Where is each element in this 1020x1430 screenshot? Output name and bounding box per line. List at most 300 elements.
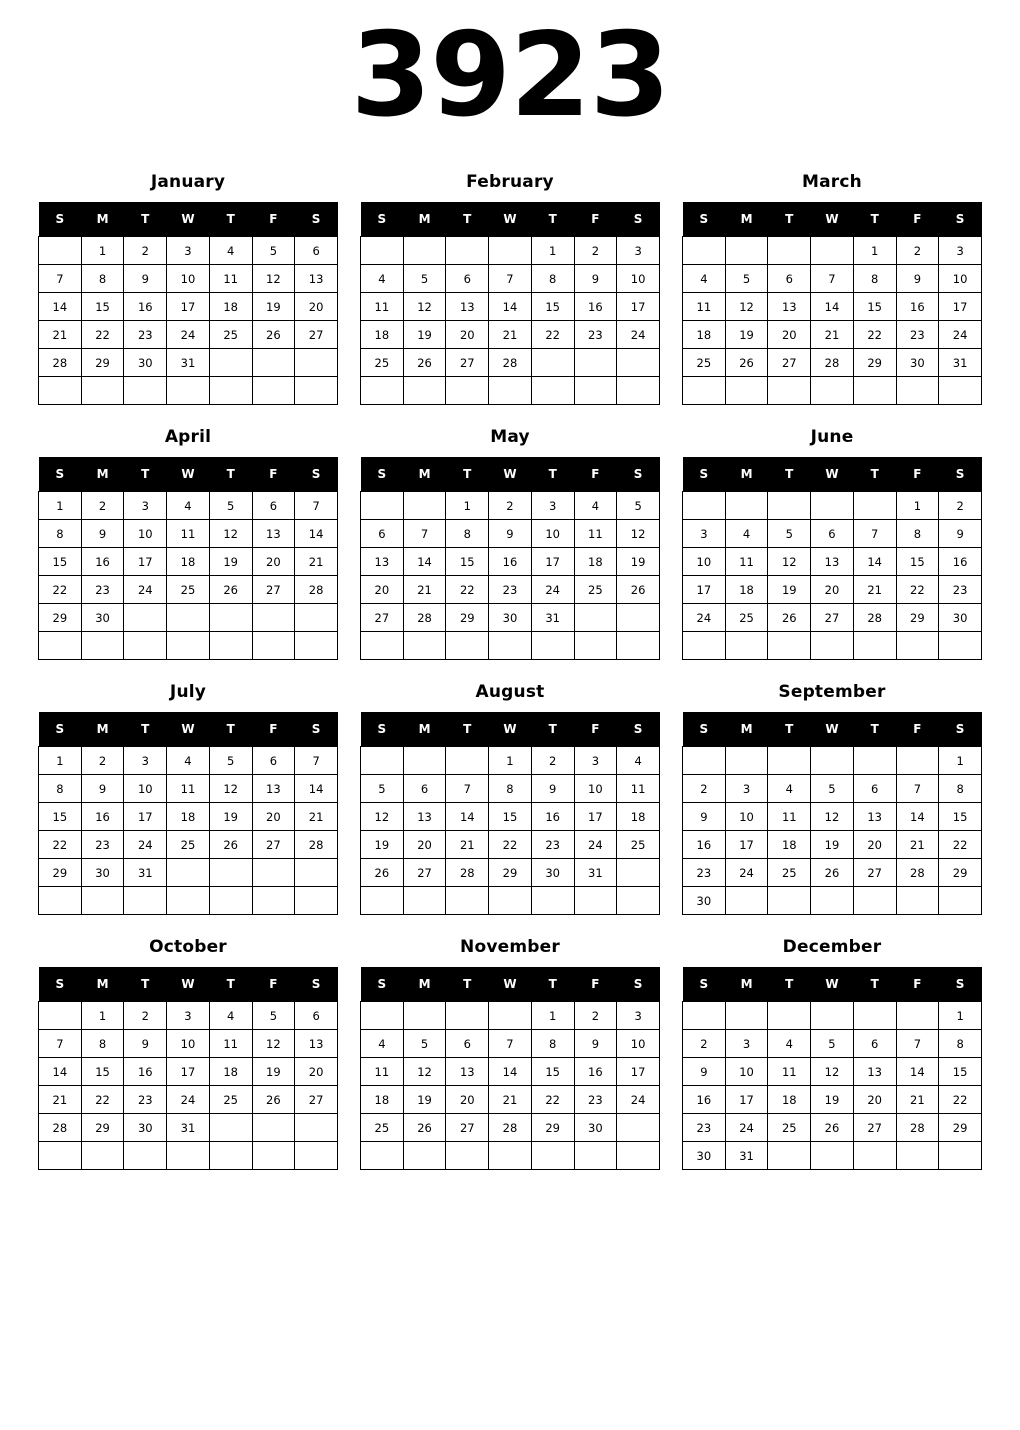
day-cell[interactable]: 29 — [39, 604, 82, 632]
day-cell[interactable]: 25 — [617, 831, 660, 859]
day-cell[interactable]: 4 — [725, 520, 768, 548]
day-cell[interactable]: 24 — [617, 321, 660, 349]
day-cell[interactable]: 29 — [896, 604, 939, 632]
day-cell[interactable]: 2 — [896, 237, 939, 265]
day-cell[interactable]: 15 — [446, 548, 489, 576]
day-cell[interactable]: 26 — [617, 576, 660, 604]
day-cell[interactable]: 19 — [811, 831, 854, 859]
day-cell[interactable]: 12 — [209, 775, 252, 803]
day-cell[interactable]: 23 — [81, 576, 124, 604]
day-cell[interactable]: 22 — [939, 1086, 982, 1114]
day-cell[interactable]: 25 — [209, 1086, 252, 1114]
day-cell[interactable]: 31 — [167, 1114, 210, 1142]
day-cell[interactable]: 22 — [81, 1086, 124, 1114]
day-cell[interactable]: 8 — [939, 1030, 982, 1058]
day-cell[interactable]: 5 — [361, 775, 404, 803]
day-cell[interactable]: 10 — [725, 1058, 768, 1086]
day-cell[interactable]: 15 — [531, 1058, 574, 1086]
day-cell[interactable]: 13 — [361, 548, 404, 576]
day-cell[interactable]: 5 — [768, 520, 811, 548]
day-cell[interactable]: 17 — [124, 548, 167, 576]
day-cell[interactable]: 1 — [939, 747, 982, 775]
day-cell[interactable]: 21 — [896, 1086, 939, 1114]
day-cell[interactable]: 17 — [725, 831, 768, 859]
day-cell[interactable]: 7 — [489, 1030, 532, 1058]
day-cell[interactable]: 15 — [81, 293, 124, 321]
day-cell[interactable]: 3 — [167, 1002, 210, 1030]
day-cell[interactable]: 13 — [446, 293, 489, 321]
day-cell[interactable]: 6 — [295, 1002, 338, 1030]
day-cell[interactable]: 19 — [617, 548, 660, 576]
day-cell[interactable]: 23 — [124, 1086, 167, 1114]
day-cell[interactable]: 30 — [81, 859, 124, 887]
day-cell[interactable]: 4 — [617, 747, 660, 775]
day-cell[interactable]: 17 — [617, 293, 660, 321]
day-cell[interactable]: 13 — [446, 1058, 489, 1086]
day-cell[interactable]: 17 — [574, 803, 617, 831]
day-cell[interactable]: 31 — [725, 1142, 768, 1170]
day-cell[interactable]: 17 — [683, 576, 726, 604]
day-cell[interactable]: 5 — [252, 237, 295, 265]
day-cell[interactable]: 28 — [811, 349, 854, 377]
day-cell[interactable]: 17 — [531, 548, 574, 576]
day-cell[interactable]: 25 — [725, 604, 768, 632]
day-cell[interactable]: 9 — [489, 520, 532, 548]
day-cell[interactable]: 25 — [209, 321, 252, 349]
day-cell[interactable]: 25 — [574, 576, 617, 604]
day-cell[interactable]: 30 — [489, 604, 532, 632]
day-cell[interactable]: 22 — [939, 831, 982, 859]
day-cell[interactable]: 3 — [124, 747, 167, 775]
day-cell[interactable]: 10 — [683, 548, 726, 576]
day-cell[interactable]: 2 — [683, 775, 726, 803]
day-cell[interactable]: 9 — [574, 1030, 617, 1058]
day-cell[interactable]: 7 — [811, 265, 854, 293]
day-cell[interactable]: 7 — [446, 775, 489, 803]
day-cell[interactable]: 21 — [295, 803, 338, 831]
day-cell[interactable]: 29 — [939, 859, 982, 887]
day-cell[interactable]: 20 — [252, 803, 295, 831]
day-cell[interactable]: 11 — [574, 520, 617, 548]
day-cell[interactable]: 14 — [489, 1058, 532, 1086]
day-cell[interactable]: 21 — [39, 321, 82, 349]
day-cell[interactable]: 30 — [124, 1114, 167, 1142]
day-cell[interactable]: 28 — [39, 1114, 82, 1142]
day-cell[interactable]: 12 — [617, 520, 660, 548]
day-cell[interactable]: 23 — [531, 831, 574, 859]
day-cell[interactable]: 22 — [531, 1086, 574, 1114]
day-cell[interactable]: 18 — [209, 293, 252, 321]
day-cell[interactable]: 14 — [896, 803, 939, 831]
day-cell[interactable]: 16 — [683, 1086, 726, 1114]
day-cell[interactable]: 6 — [252, 492, 295, 520]
day-cell[interactable]: 22 — [853, 321, 896, 349]
day-cell[interactable]: 18 — [617, 803, 660, 831]
day-cell[interactable]: 27 — [295, 321, 338, 349]
day-cell[interactable]: 3 — [617, 237, 660, 265]
day-cell[interactable]: 9 — [896, 265, 939, 293]
day-cell[interactable]: 27 — [446, 349, 489, 377]
day-cell[interactable]: 27 — [361, 604, 404, 632]
day-cell[interactable]: 9 — [683, 803, 726, 831]
day-cell[interactable]: 9 — [124, 1030, 167, 1058]
day-cell[interactable]: 20 — [811, 576, 854, 604]
day-cell[interactable]: 16 — [81, 548, 124, 576]
day-cell[interactable]: 7 — [853, 520, 896, 548]
day-cell[interactable]: 13 — [768, 293, 811, 321]
day-cell[interactable]: 18 — [725, 576, 768, 604]
day-cell[interactable]: 20 — [853, 1086, 896, 1114]
day-cell[interactable]: 17 — [939, 293, 982, 321]
day-cell[interactable]: 16 — [574, 293, 617, 321]
day-cell[interactable]: 25 — [361, 1114, 404, 1142]
day-cell[interactable]: 20 — [768, 321, 811, 349]
day-cell[interactable]: 8 — [39, 775, 82, 803]
day-cell[interactable]: 29 — [81, 349, 124, 377]
day-cell[interactable]: 10 — [124, 520, 167, 548]
day-cell[interactable]: 15 — [939, 803, 982, 831]
day-cell[interactable]: 30 — [683, 1142, 726, 1170]
day-cell[interactable]: 31 — [574, 859, 617, 887]
day-cell[interactable]: 9 — [574, 265, 617, 293]
day-cell[interactable]: 20 — [446, 1086, 489, 1114]
day-cell[interactable]: 28 — [403, 604, 446, 632]
day-cell[interactable]: 3 — [124, 492, 167, 520]
day-cell[interactable]: 1 — [531, 1002, 574, 1030]
day-cell[interactable]: 4 — [574, 492, 617, 520]
day-cell[interactable]: 9 — [124, 265, 167, 293]
day-cell[interactable]: 18 — [361, 1086, 404, 1114]
day-cell[interactable]: 2 — [124, 237, 167, 265]
day-cell[interactable]: 16 — [489, 548, 532, 576]
day-cell[interactable]: 30 — [81, 604, 124, 632]
day-cell[interactable]: 3 — [531, 492, 574, 520]
day-cell[interactable]: 31 — [939, 349, 982, 377]
day-cell[interactable]: 2 — [683, 1030, 726, 1058]
day-cell[interactable]: 10 — [531, 520, 574, 548]
day-cell[interactable]: 10 — [939, 265, 982, 293]
day-cell[interactable]: 23 — [81, 831, 124, 859]
day-cell[interactable]: 27 — [768, 349, 811, 377]
day-cell[interactable]: 13 — [252, 775, 295, 803]
day-cell[interactable]: 16 — [574, 1058, 617, 1086]
day-cell[interactable]: 18 — [768, 831, 811, 859]
day-cell[interactable]: 9 — [81, 775, 124, 803]
day-cell[interactable]: 1 — [489, 747, 532, 775]
day-cell[interactable]: 19 — [403, 1086, 446, 1114]
day-cell[interactable]: 11 — [768, 803, 811, 831]
day-cell[interactable]: 16 — [81, 803, 124, 831]
day-cell[interactable]: 1 — [39, 747, 82, 775]
day-cell[interactable]: 14 — [403, 548, 446, 576]
day-cell[interactable]: 12 — [811, 1058, 854, 1086]
day-cell[interactable]: 28 — [295, 576, 338, 604]
day-cell[interactable]: 19 — [209, 803, 252, 831]
day-cell[interactable]: 4 — [209, 237, 252, 265]
day-cell[interactable]: 14 — [489, 293, 532, 321]
day-cell[interactable]: 1 — [896, 492, 939, 520]
day-cell[interactable]: 2 — [81, 492, 124, 520]
day-cell[interactable]: 15 — [81, 1058, 124, 1086]
day-cell[interactable]: 18 — [768, 1086, 811, 1114]
day-cell[interactable]: 10 — [167, 265, 210, 293]
day-cell[interactable]: 30 — [683, 887, 726, 915]
day-cell[interactable]: 28 — [489, 349, 532, 377]
day-cell[interactable]: 19 — [209, 548, 252, 576]
day-cell[interactable]: 27 — [403, 859, 446, 887]
day-cell[interactable]: 9 — [683, 1058, 726, 1086]
day-cell[interactable]: 24 — [574, 831, 617, 859]
day-cell[interactable]: 2 — [531, 747, 574, 775]
day-cell[interactable]: 6 — [768, 265, 811, 293]
day-cell[interactable]: 16 — [939, 548, 982, 576]
day-cell[interactable]: 10 — [725, 803, 768, 831]
day-cell[interactable]: 8 — [896, 520, 939, 548]
day-cell[interactable]: 9 — [531, 775, 574, 803]
day-cell[interactable]: 22 — [39, 576, 82, 604]
day-cell[interactable]: 17 — [167, 1058, 210, 1086]
day-cell[interactable]: 22 — [531, 321, 574, 349]
day-cell[interactable]: 12 — [252, 1030, 295, 1058]
day-cell[interactable]: 24 — [531, 576, 574, 604]
day-cell[interactable]: 20 — [361, 576, 404, 604]
day-cell[interactable]: 6 — [252, 747, 295, 775]
day-cell[interactable]: 16 — [531, 803, 574, 831]
day-cell[interactable]: 27 — [252, 831, 295, 859]
day-cell[interactable]: 4 — [683, 265, 726, 293]
day-cell[interactable]: 30 — [896, 349, 939, 377]
day-cell[interactable]: 2 — [939, 492, 982, 520]
day-cell[interactable]: 13 — [295, 265, 338, 293]
day-cell[interactable]: 21 — [446, 831, 489, 859]
day-cell[interactable]: 13 — [403, 803, 446, 831]
day-cell[interactable]: 26 — [361, 859, 404, 887]
day-cell[interactable]: 5 — [209, 747, 252, 775]
day-cell[interactable]: 21 — [489, 321, 532, 349]
day-cell[interactable]: 14 — [853, 548, 896, 576]
day-cell[interactable]: 19 — [403, 321, 446, 349]
day-cell[interactable]: 4 — [167, 747, 210, 775]
day-cell[interactable]: 18 — [683, 321, 726, 349]
day-cell[interactable]: 24 — [939, 321, 982, 349]
day-cell[interactable]: 27 — [853, 859, 896, 887]
day-cell[interactable]: 16 — [896, 293, 939, 321]
day-cell[interactable]: 28 — [489, 1114, 532, 1142]
day-cell[interactable]: 1 — [39, 492, 82, 520]
day-cell[interactable]: 15 — [39, 803, 82, 831]
day-cell[interactable]: 3 — [725, 775, 768, 803]
day-cell[interactable]: 1 — [939, 1002, 982, 1030]
day-cell[interactable]: 22 — [896, 576, 939, 604]
day-cell[interactable]: 25 — [683, 349, 726, 377]
day-cell[interactable]: 30 — [124, 349, 167, 377]
day-cell[interactable]: 13 — [252, 520, 295, 548]
day-cell[interactable]: 11 — [683, 293, 726, 321]
day-cell[interactable]: 4 — [167, 492, 210, 520]
day-cell[interactable]: 23 — [124, 321, 167, 349]
day-cell[interactable]: 2 — [574, 1002, 617, 1030]
day-cell[interactable]: 30 — [939, 604, 982, 632]
day-cell[interactable]: 8 — [939, 775, 982, 803]
day-cell[interactable]: 12 — [252, 265, 295, 293]
day-cell[interactable]: 3 — [725, 1030, 768, 1058]
day-cell[interactable]: 26 — [252, 321, 295, 349]
day-cell[interactable]: 21 — [39, 1086, 82, 1114]
day-cell[interactable]: 5 — [725, 265, 768, 293]
day-cell[interactable]: 26 — [209, 831, 252, 859]
day-cell[interactable]: 28 — [896, 859, 939, 887]
day-cell[interactable]: 12 — [361, 803, 404, 831]
day-cell[interactable]: 17 — [617, 1058, 660, 1086]
day-cell[interactable]: 18 — [209, 1058, 252, 1086]
day-cell[interactable]: 4 — [361, 1030, 404, 1058]
day-cell[interactable]: 2 — [574, 237, 617, 265]
day-cell[interactable]: 7 — [489, 265, 532, 293]
day-cell[interactable]: 29 — [39, 859, 82, 887]
day-cell[interactable]: 1 — [81, 237, 124, 265]
day-cell[interactable]: 29 — [489, 859, 532, 887]
day-cell[interactable]: 24 — [617, 1086, 660, 1114]
day-cell[interactable]: 24 — [725, 1114, 768, 1142]
day-cell[interactable]: 20 — [252, 548, 295, 576]
day-cell[interactable]: 14 — [295, 775, 338, 803]
day-cell[interactable]: 6 — [361, 520, 404, 548]
day-cell[interactable]: 30 — [531, 859, 574, 887]
day-cell[interactable]: 6 — [446, 265, 489, 293]
day-cell[interactable]: 19 — [252, 293, 295, 321]
day-cell[interactable]: 15 — [531, 293, 574, 321]
day-cell[interactable]: 20 — [295, 293, 338, 321]
day-cell[interactable]: 27 — [252, 576, 295, 604]
day-cell[interactable]: 6 — [403, 775, 446, 803]
day-cell[interactable]: 26 — [403, 1114, 446, 1142]
day-cell[interactable]: 14 — [446, 803, 489, 831]
day-cell[interactable]: 25 — [768, 859, 811, 887]
day-cell[interactable]: 16 — [683, 831, 726, 859]
day-cell[interactable]: 12 — [403, 1058, 446, 1086]
day-cell[interactable]: 25 — [167, 831, 210, 859]
day-cell[interactable]: 28 — [896, 1114, 939, 1142]
day-cell[interactable]: 17 — [124, 803, 167, 831]
day-cell[interactable]: 14 — [39, 1058, 82, 1086]
day-cell[interactable]: 20 — [853, 831, 896, 859]
day-cell[interactable]: 4 — [768, 1030, 811, 1058]
day-cell[interactable]: 5 — [617, 492, 660, 520]
day-cell[interactable]: 11 — [617, 775, 660, 803]
day-cell[interactable]: 29 — [853, 349, 896, 377]
day-cell[interactable]: 11 — [209, 265, 252, 293]
day-cell[interactable]: 19 — [768, 576, 811, 604]
day-cell[interactable]: 7 — [403, 520, 446, 548]
day-cell[interactable]: 3 — [939, 237, 982, 265]
day-cell[interactable]: 11 — [725, 548, 768, 576]
day-cell[interactable]: 8 — [39, 520, 82, 548]
day-cell[interactable]: 12 — [768, 548, 811, 576]
day-cell[interactable]: 7 — [39, 1030, 82, 1058]
day-cell[interactable]: 23 — [574, 321, 617, 349]
day-cell[interactable]: 6 — [295, 237, 338, 265]
day-cell[interactable]: 20 — [403, 831, 446, 859]
day-cell[interactable]: 2 — [81, 747, 124, 775]
day-cell[interactable]: 2 — [489, 492, 532, 520]
day-cell[interactable]: 28 — [39, 349, 82, 377]
day-cell[interactable]: 1 — [531, 237, 574, 265]
day-cell[interactable]: 25 — [167, 576, 210, 604]
day-cell[interactable]: 12 — [403, 293, 446, 321]
day-cell[interactable]: 8 — [446, 520, 489, 548]
day-cell[interactable]: 31 — [531, 604, 574, 632]
day-cell[interactable]: 11 — [361, 1058, 404, 1086]
day-cell[interactable]: 23 — [489, 576, 532, 604]
day-cell[interactable]: 12 — [209, 520, 252, 548]
day-cell[interactable]: 24 — [124, 831, 167, 859]
day-cell[interactable]: 11 — [361, 293, 404, 321]
day-cell[interactable]: 4 — [209, 1002, 252, 1030]
day-cell[interactable]: 20 — [295, 1058, 338, 1086]
day-cell[interactable]: 14 — [896, 1058, 939, 1086]
day-cell[interactable]: 24 — [124, 576, 167, 604]
day-cell[interactable]: 18 — [167, 548, 210, 576]
day-cell[interactable]: 4 — [768, 775, 811, 803]
day-cell[interactable]: 13 — [811, 548, 854, 576]
day-cell[interactable]: 15 — [939, 1058, 982, 1086]
day-cell[interactable]: 29 — [531, 1114, 574, 1142]
day-cell[interactable]: 5 — [811, 1030, 854, 1058]
day-cell[interactable]: 17 — [725, 1086, 768, 1114]
day-cell[interactable]: 13 — [853, 803, 896, 831]
day-cell[interactable]: 18 — [574, 548, 617, 576]
day-cell[interactable]: 7 — [896, 1030, 939, 1058]
day-cell[interactable]: 21 — [403, 576, 446, 604]
day-cell[interactable]: 9 — [939, 520, 982, 548]
day-cell[interactable]: 25 — [361, 349, 404, 377]
day-cell[interactable]: 26 — [768, 604, 811, 632]
day-cell[interactable]: 3 — [167, 237, 210, 265]
day-cell[interactable]: 19 — [725, 321, 768, 349]
day-cell[interactable]: 6 — [811, 520, 854, 548]
day-cell[interactable]: 23 — [574, 1086, 617, 1114]
day-cell[interactable]: 5 — [252, 1002, 295, 1030]
day-cell[interactable]: 26 — [811, 1114, 854, 1142]
day-cell[interactable]: 24 — [725, 859, 768, 887]
day-cell[interactable]: 12 — [725, 293, 768, 321]
day-cell[interactable]: 31 — [167, 349, 210, 377]
day-cell[interactable]: 8 — [531, 265, 574, 293]
day-cell[interactable]: 25 — [768, 1114, 811, 1142]
day-cell[interactable]: 20 — [446, 321, 489, 349]
day-cell[interactable]: 24 — [167, 321, 210, 349]
day-cell[interactable]: 5 — [403, 1030, 446, 1058]
day-cell[interactable]: 18 — [167, 803, 210, 831]
day-cell[interactable]: 7 — [295, 492, 338, 520]
day-cell[interactable]: 23 — [683, 1114, 726, 1142]
day-cell[interactable]: 8 — [531, 1030, 574, 1058]
day-cell[interactable]: 21 — [295, 548, 338, 576]
day-cell[interactable]: 21 — [811, 321, 854, 349]
day-cell[interactable]: 16 — [124, 1058, 167, 1086]
day-cell[interactable]: 21 — [896, 831, 939, 859]
day-cell[interactable]: 8 — [81, 1030, 124, 1058]
day-cell[interactable]: 15 — [896, 548, 939, 576]
day-cell[interactable]: 27 — [295, 1086, 338, 1114]
day-cell[interactable]: 26 — [403, 349, 446, 377]
day-cell[interactable]: 7 — [39, 265, 82, 293]
day-cell[interactable]: 15 — [853, 293, 896, 321]
day-cell[interactable]: 1 — [446, 492, 489, 520]
day-cell[interactable]: 19 — [811, 1086, 854, 1114]
day-cell[interactable]: 4 — [361, 265, 404, 293]
day-cell[interactable]: 5 — [811, 775, 854, 803]
